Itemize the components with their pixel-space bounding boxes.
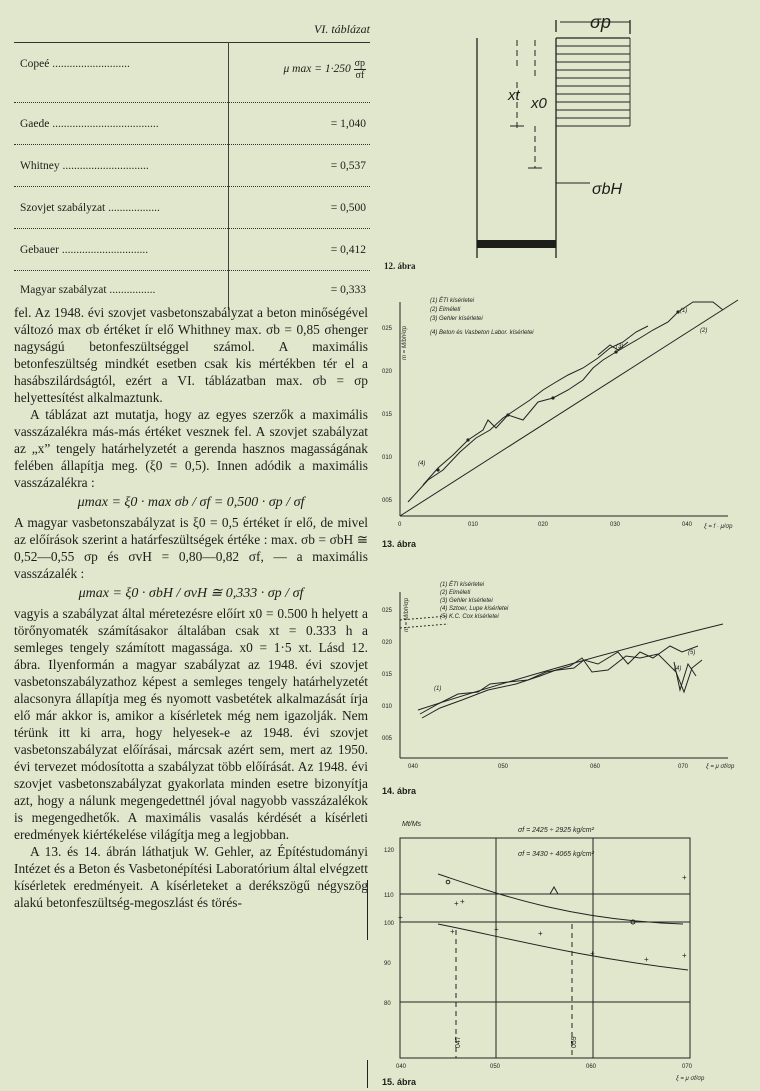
table-top-rule bbox=[14, 42, 370, 43]
row-value: = 0,537 bbox=[330, 160, 366, 172]
svg-text:+: + bbox=[454, 899, 459, 908]
curve-label: (4) bbox=[674, 666, 682, 672]
y-tick: 80 bbox=[384, 1001, 391, 1007]
paragraph: A 13. és 14. ábrán láthatjuk W. Gehler, az Építéstudományi Intézet és a Beton és Vasbetonépítési Laboratórium által elvégzett kísérletek eredményeit. A kísérleteket a derékszögű négyszög alakú betonfeszültség-megoszlást és törés- bbox=[14, 844, 368, 910]
figure-15 bbox=[378, 812, 748, 1088]
legend-item: (1) ÉTI kísérletei bbox=[430, 298, 475, 304]
figure-13 bbox=[378, 290, 748, 552]
svg-text:+: + bbox=[460, 897, 465, 906]
vline-label: 047 bbox=[455, 1036, 462, 1048]
equation: μmax = ξ0 · max σb / σf = 0,500 · σp / σf bbox=[77, 495, 305, 510]
table-row bbox=[14, 284, 370, 304]
legend-item: (3) Gehler kísérletei bbox=[440, 598, 493, 604]
table-row bbox=[14, 202, 370, 222]
y-tick: 100 bbox=[384, 921, 395, 927]
row-name: Szovjet szabályzat .................. bbox=[20, 202, 160, 214]
y-axis-label: m = M/bh²σp bbox=[402, 325, 408, 360]
row-value: = 1,040 bbox=[330, 118, 366, 130]
figure-caption: 13. ábra bbox=[382, 539, 417, 549]
paragraph: vagyis a szabályzat által méretezésre előírt x0 = 0.500 h helyett a törőnyomaték számításakor általában csak xt = 0.333 h a semleges tengely számított magassága. x0 = 1·5 xt. Lásd 12. ábra. Ilyenformán a magyar szabályzat az 1948. évi szovjet vasbetonszabályzathoz képest a semleges tengely határhelyzetét alacsonyra állapítja meg és nyomott vasbetétek alkalmazását írja elő már akkor is, amikor a kísérletek még nem igazolják. Nem térünk itt ki arra, hogy helyesek-e az 1948. évi szovjet vasbetonszabályzat előírásai, márcsak azért sem, mert az 1950. évi tervezet módosította a szabályzat több előírását. Az 1948. évi szovjet vasbetonszabályzat gyakorlata minden esetre bizonyítja azt, hogy a nálunk megengedettnél jóval nagyobb vasszázalékok is megengedhetők. A maximális vasalás kérdését a kísérleti eredmények kiértékelése világítja meg a legjobban. bbox=[14, 606, 368, 842]
svg-text:+: + bbox=[644, 955, 649, 964]
label-xt: xt bbox=[508, 87, 520, 104]
body-text bbox=[14, 304, 368, 911]
table-row bbox=[14, 58, 370, 81]
x-tick: 070 bbox=[678, 764, 689, 770]
label-sigma-bh: σbH bbox=[592, 181, 623, 198]
x-tick: 030 bbox=[610, 522, 621, 528]
x-tick: 0 bbox=[398, 522, 402, 528]
y-tick: 020 bbox=[382, 640, 393, 646]
row-value: = 0,333 bbox=[330, 284, 366, 296]
curve-label: (1) bbox=[680, 308, 688, 314]
legend-item: (2) Elméleti bbox=[440, 590, 471, 596]
x-tick: 010 bbox=[468, 522, 479, 528]
row-name: Whitney .............................. bbox=[20, 160, 149, 172]
curve-label: (3) bbox=[616, 344, 624, 350]
margin-bar bbox=[367, 1060, 368, 1088]
label-x0: x0 bbox=[531, 95, 547, 112]
y-tick: 110 bbox=[384, 893, 394, 899]
legend-item: (5) K.C. Cox kísérletei bbox=[440, 614, 499, 620]
legend-item: (4) Beton és Vasbeton Labor. kísérletei bbox=[430, 330, 534, 336]
x-tick: 060 bbox=[586, 1064, 597, 1070]
figure-14 bbox=[378, 572, 748, 798]
table-caption: VI. táblázat bbox=[314, 22, 370, 36]
curve-label: (5) bbox=[688, 650, 696, 656]
label-sigma-p: σp bbox=[590, 12, 611, 32]
y-tick: 005 bbox=[382, 736, 393, 742]
curve-label: (2) bbox=[700, 328, 708, 334]
x-tick: 040 bbox=[396, 1064, 407, 1070]
table-row bbox=[14, 244, 370, 264]
svg-text:+: + bbox=[682, 951, 687, 960]
figure-12 bbox=[380, 8, 670, 273]
legend-item: (1) ÉTI kísérletei bbox=[440, 582, 485, 588]
y-tick: 005 bbox=[382, 498, 393, 504]
x-axis-label: ξ = μ σf/σp bbox=[706, 764, 735, 770]
row-name: Gebauer .............................. bbox=[20, 244, 149, 256]
x-tick: 070 bbox=[682, 1064, 693, 1070]
row-value: = 0,500 bbox=[330, 202, 366, 214]
paragraph: fel. Az 1948. évi szovjet vasbetonszabályzat a beton minőségével változó max σb értéket ír elő Whithney max. σb = 0,85 σhenger nagyságú betonfeszültséggel számol. A maximális betonfeszültség mindkét esetben csak kis mértékben tér el a hasábszilárdságtól, ezért a VI. táblázatban max. σb = σp helyettesítést alkalmaztunk. bbox=[14, 305, 368, 405]
y-tick: 010 bbox=[382, 704, 393, 710]
x-tick: 050 bbox=[498, 764, 509, 770]
y-tick: 015 bbox=[382, 672, 393, 678]
x-axis-label: ξ = μ σf/σp bbox=[676, 1076, 705, 1082]
y-tick: 010 bbox=[382, 455, 393, 461]
x-tick: 040 bbox=[682, 522, 693, 528]
curve-label: (4) bbox=[418, 461, 426, 467]
legend-item: σf = 3430 ÷ 4065 kg/cm² bbox=[518, 851, 594, 858]
svg-text:+: + bbox=[590, 949, 595, 958]
vline-label: 059 bbox=[571, 1036, 578, 1048]
y-axis-label: Mt/Ms bbox=[402, 821, 422, 828]
figure-caption: 15. ábra bbox=[382, 1077, 417, 1087]
figure-caption: 14. ábra bbox=[382, 786, 417, 796]
x-tick: 040 bbox=[408, 764, 419, 770]
row-value: μ max = 1·250 $\frac{\sigma p}{\sigma f}$ bbox=[283, 58, 365, 81]
legend-item: σf = 2425 ÷ 2925 kg/cm² bbox=[518, 827, 594, 834]
x-tick: 020 bbox=[538, 522, 549, 528]
x-tick: 050 bbox=[490, 1064, 501, 1070]
svg-text:+: + bbox=[538, 929, 543, 938]
svg-text:+: + bbox=[494, 925, 499, 934]
svg-text:+: + bbox=[682, 873, 687, 882]
row-name: Copeé ........................... bbox=[20, 58, 130, 70]
x-tick: 060 bbox=[590, 764, 601, 770]
x-axis-label: ξ = f · μ/σp bbox=[704, 524, 733, 530]
y-axis-label: m = M/bh²σp bbox=[404, 597, 410, 632]
y-tick: 020 bbox=[382, 369, 393, 375]
legend-item: (4) Sztoer, Lupe kísérletei bbox=[440, 606, 509, 612]
y-tick: 90 bbox=[384, 961, 391, 967]
svg-text:+: + bbox=[398, 913, 403, 922]
legend-item: (3) Gehler kísérletei bbox=[430, 316, 483, 322]
table-vi bbox=[14, 22, 370, 312]
y-tick: 120 bbox=[384, 848, 395, 854]
margin-bar bbox=[367, 880, 368, 940]
paragraph: A táblázat azt mutatja, hogy az egyes szerzők a maximális vasszázalékra más-más értéket vesznek fel. A szovjet szabályzat az „x” tengely határhelyzetét a gerenda hasznos magasságának felében állapítja meg. (ξ0 = 0,5). Innen adódik a maximális vasszázalékra : bbox=[14, 407, 368, 490]
y-tick: 015 bbox=[382, 412, 393, 418]
paragraph: A magyar vasbetonszabályzat is ξ0 = 0,5 értéket ír elő, de mivel az előírások szerint a határfeszültségek értéke : max. σb = σbH ≅ 0,52—0,55 σp és σvH = 0,80—0,82 σf, — a maximális vasszázalék : bbox=[14, 515, 368, 581]
row-name: Gaede ..................................... bbox=[20, 118, 159, 130]
y-tick: 025 bbox=[382, 608, 393, 614]
figure-caption: 12. ábra bbox=[384, 261, 416, 271]
table-row bbox=[14, 160, 370, 180]
table-row bbox=[14, 118, 370, 138]
svg-text:+: + bbox=[450, 927, 455, 936]
row-value: = 0,412 bbox=[330, 244, 366, 256]
curve-label: (1) bbox=[434, 686, 442, 692]
equation: μmax = ξ0 · σbH / σvH ≅ 0,333 · σp / σf bbox=[78, 586, 304, 601]
y-tick: 025 bbox=[382, 326, 393, 332]
row-name: Magyar szabályzat ................ bbox=[20, 284, 156, 296]
legend-item: (2) Elméleti bbox=[430, 307, 461, 313]
